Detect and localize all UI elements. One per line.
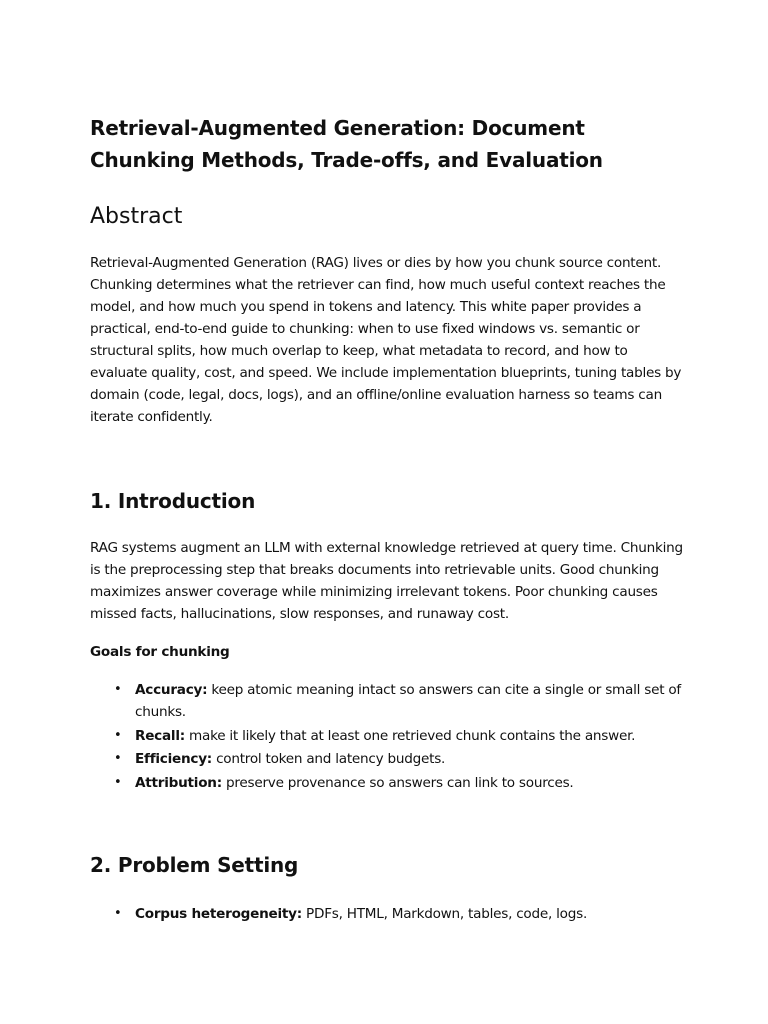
list-item-text: make it likely that at least one retrieved chunk contains the answer. [184,727,636,744]
bullet-icon: • [114,906,122,921]
list-item [90,679,686,723]
bullet-icon: • [114,774,122,790]
problem-setting-list [90,903,686,927]
list-item [90,725,686,747]
list-item-term: Recall: [135,727,185,744]
list-item [90,903,686,925]
goals-list [90,679,686,795]
problem-setting-heading: 2. Problem Setting [90,853,299,877]
introduction-heading: 1. Introduction [90,489,256,513]
list-item [90,772,686,794]
abstract-paragraph: Retrieval-Augmented Generation (RAG) lives or dies by how you chunk source content. Chunking determines what the retriever can find, how much useful context reaches the model, and how much you spend in tokens and latency. This white paper provides a practical, end-to-end guide to chunking: when to use fixed windows vs. semantic or structural splits, how much overlap to keep, what metadata to record, and how to evaluate quality, cost, and speed. We include implementation blueprints, tuning tables by domain (code, legal, docs, logs), and an offline/online evaluation harness so teams can iterate confidently. [90,255,682,425]
list-item-term: Accuracy: [135,682,208,698]
bullet-icon: • [114,727,122,743]
list-item-term: Corpus heterogeneity: [135,906,302,922]
list-item [90,748,686,770]
list-item-text: keep atomic meaning intact so answers can cite a single or small set of chunks. [135,682,681,720]
list-item-term: Efficiency: [135,751,212,767]
bullet-icon: • [114,682,122,697]
list-item-text: control token and latency budgets. [212,751,446,767]
introduction-paragraph: RAG systems augment an LLM with external knowledge retrieved at query time. Chunking is the preprocessing step that breaks documents into retrievable units. Good chunking maximizes answer coverage while minimizing irrelevant tokens. Poor chunking causes missed facts, hallucinations, slow responses, and runaway cost. [90,540,683,622]
document-title: Retrieval-Augmented Generation: Document Chunking Methods, Trade-offs, and Evaluation [90,116,603,172]
list-item-text: PDFs, HTML, Markdown, tables, code, logs. [301,906,588,922]
list-item-text: preserve provenance so answers can link to sources. [221,774,574,791]
bullet-icon: • [114,751,122,766]
abstract-heading: Abstract [90,204,183,229]
list-item-term: Attribution: [135,774,222,791]
goals-heading: Goals for chunking [90,644,230,660]
